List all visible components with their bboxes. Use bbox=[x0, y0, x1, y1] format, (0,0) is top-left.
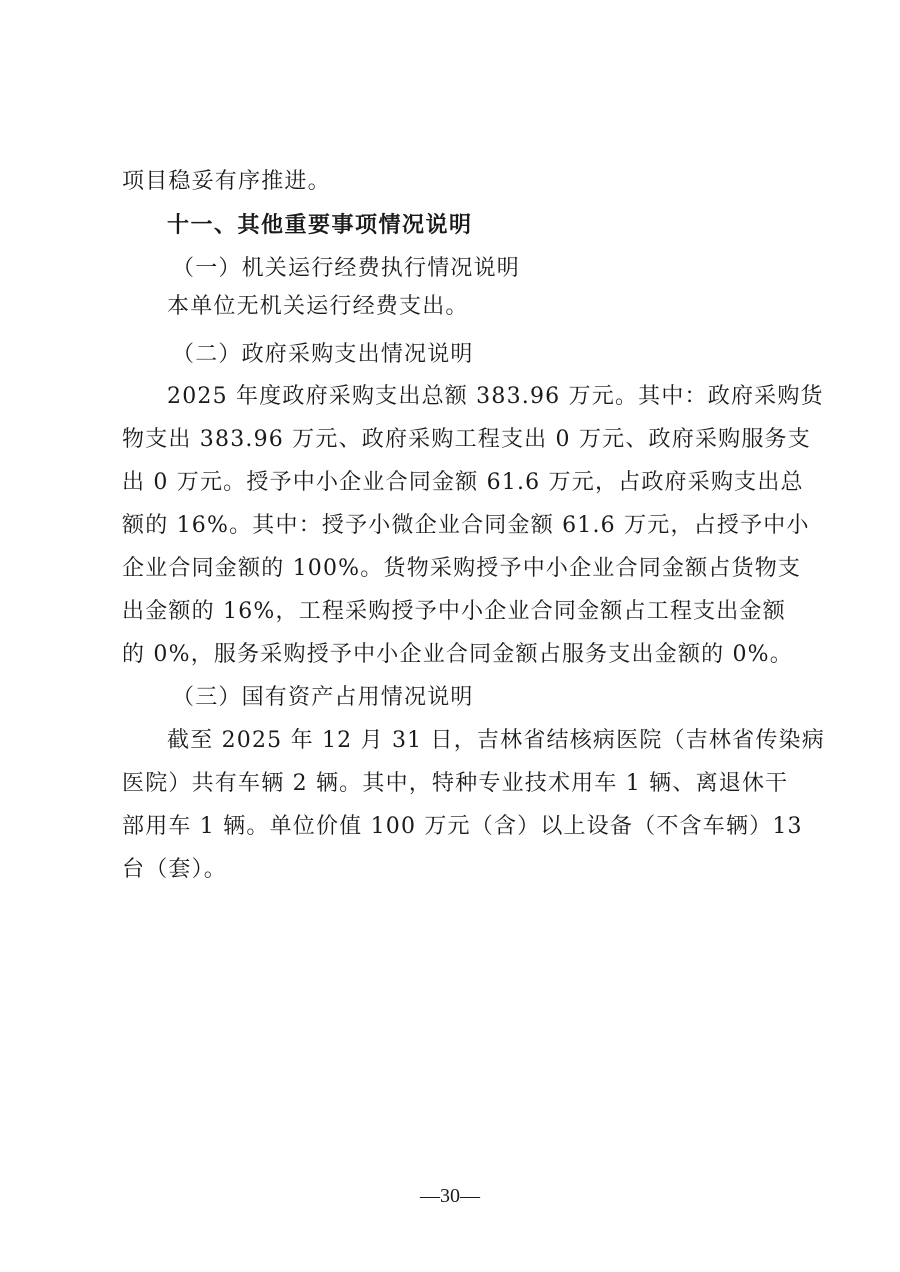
subsection-1-heading: （一）机关运行经费执行情况说明 bbox=[172, 256, 521, 281]
paragraph-line: 部用车 1 辆。单位价值 100 万元（含）以上设备（不含车辆）13 bbox=[122, 814, 803, 839]
paragraph-line: 出 0 万元。授予中小企业合同金额 61.6 万元，占政府采购支出总 bbox=[122, 470, 804, 495]
subsection-3-heading: （三）国有资产占用情况说明 bbox=[172, 685, 474, 710]
paragraph-line: 截至 2025 年 12 月 31 日，吉林省结核病医院（吉林省传染病 bbox=[167, 728, 825, 753]
continuation-line: 项目稳妥有序推进。 bbox=[122, 169, 331, 194]
section-heading: 十一、其他重要事项情况说明 bbox=[167, 213, 473, 238]
subsection-2-heading: （二）政府采购支出情况说明 bbox=[172, 342, 474, 367]
paragraph-line: 企业合同金额的 100%。货物采购授予中小企业合同金额占货物支 bbox=[122, 556, 802, 581]
paragraph-line: 医院）共有车辆 2 辆。其中，特种专业技术用车 1 辆、离退休干 bbox=[122, 771, 789, 796]
paragraph-line: 物支出 383.96 万元、政府采购工程支出 0 万元、政府采购服务支 bbox=[122, 427, 811, 452]
paragraph-line: 的 0%，服务采购授予中小企业合同金额占服务支出金额的 0%。 bbox=[122, 642, 793, 667]
paragraph-line: 2025 年度政府采购支出总额 383.96 万元。其中：政府采购货 bbox=[167, 384, 824, 409]
subsection-1-body: 本单位无机关运行经费支出。 bbox=[167, 294, 469, 319]
paragraph-line: 台（套）。 bbox=[122, 857, 228, 882]
paragraph-line: 额的 16%。其中：授予小微企业合同金额 61.6 万元，占授予中小 bbox=[122, 513, 810, 538]
paragraph-line: 出金额的 16%，工程采购授予中小企业合同金额占工程支出金额 bbox=[122, 599, 786, 624]
page-number: —30— bbox=[420, 1185, 480, 1207]
